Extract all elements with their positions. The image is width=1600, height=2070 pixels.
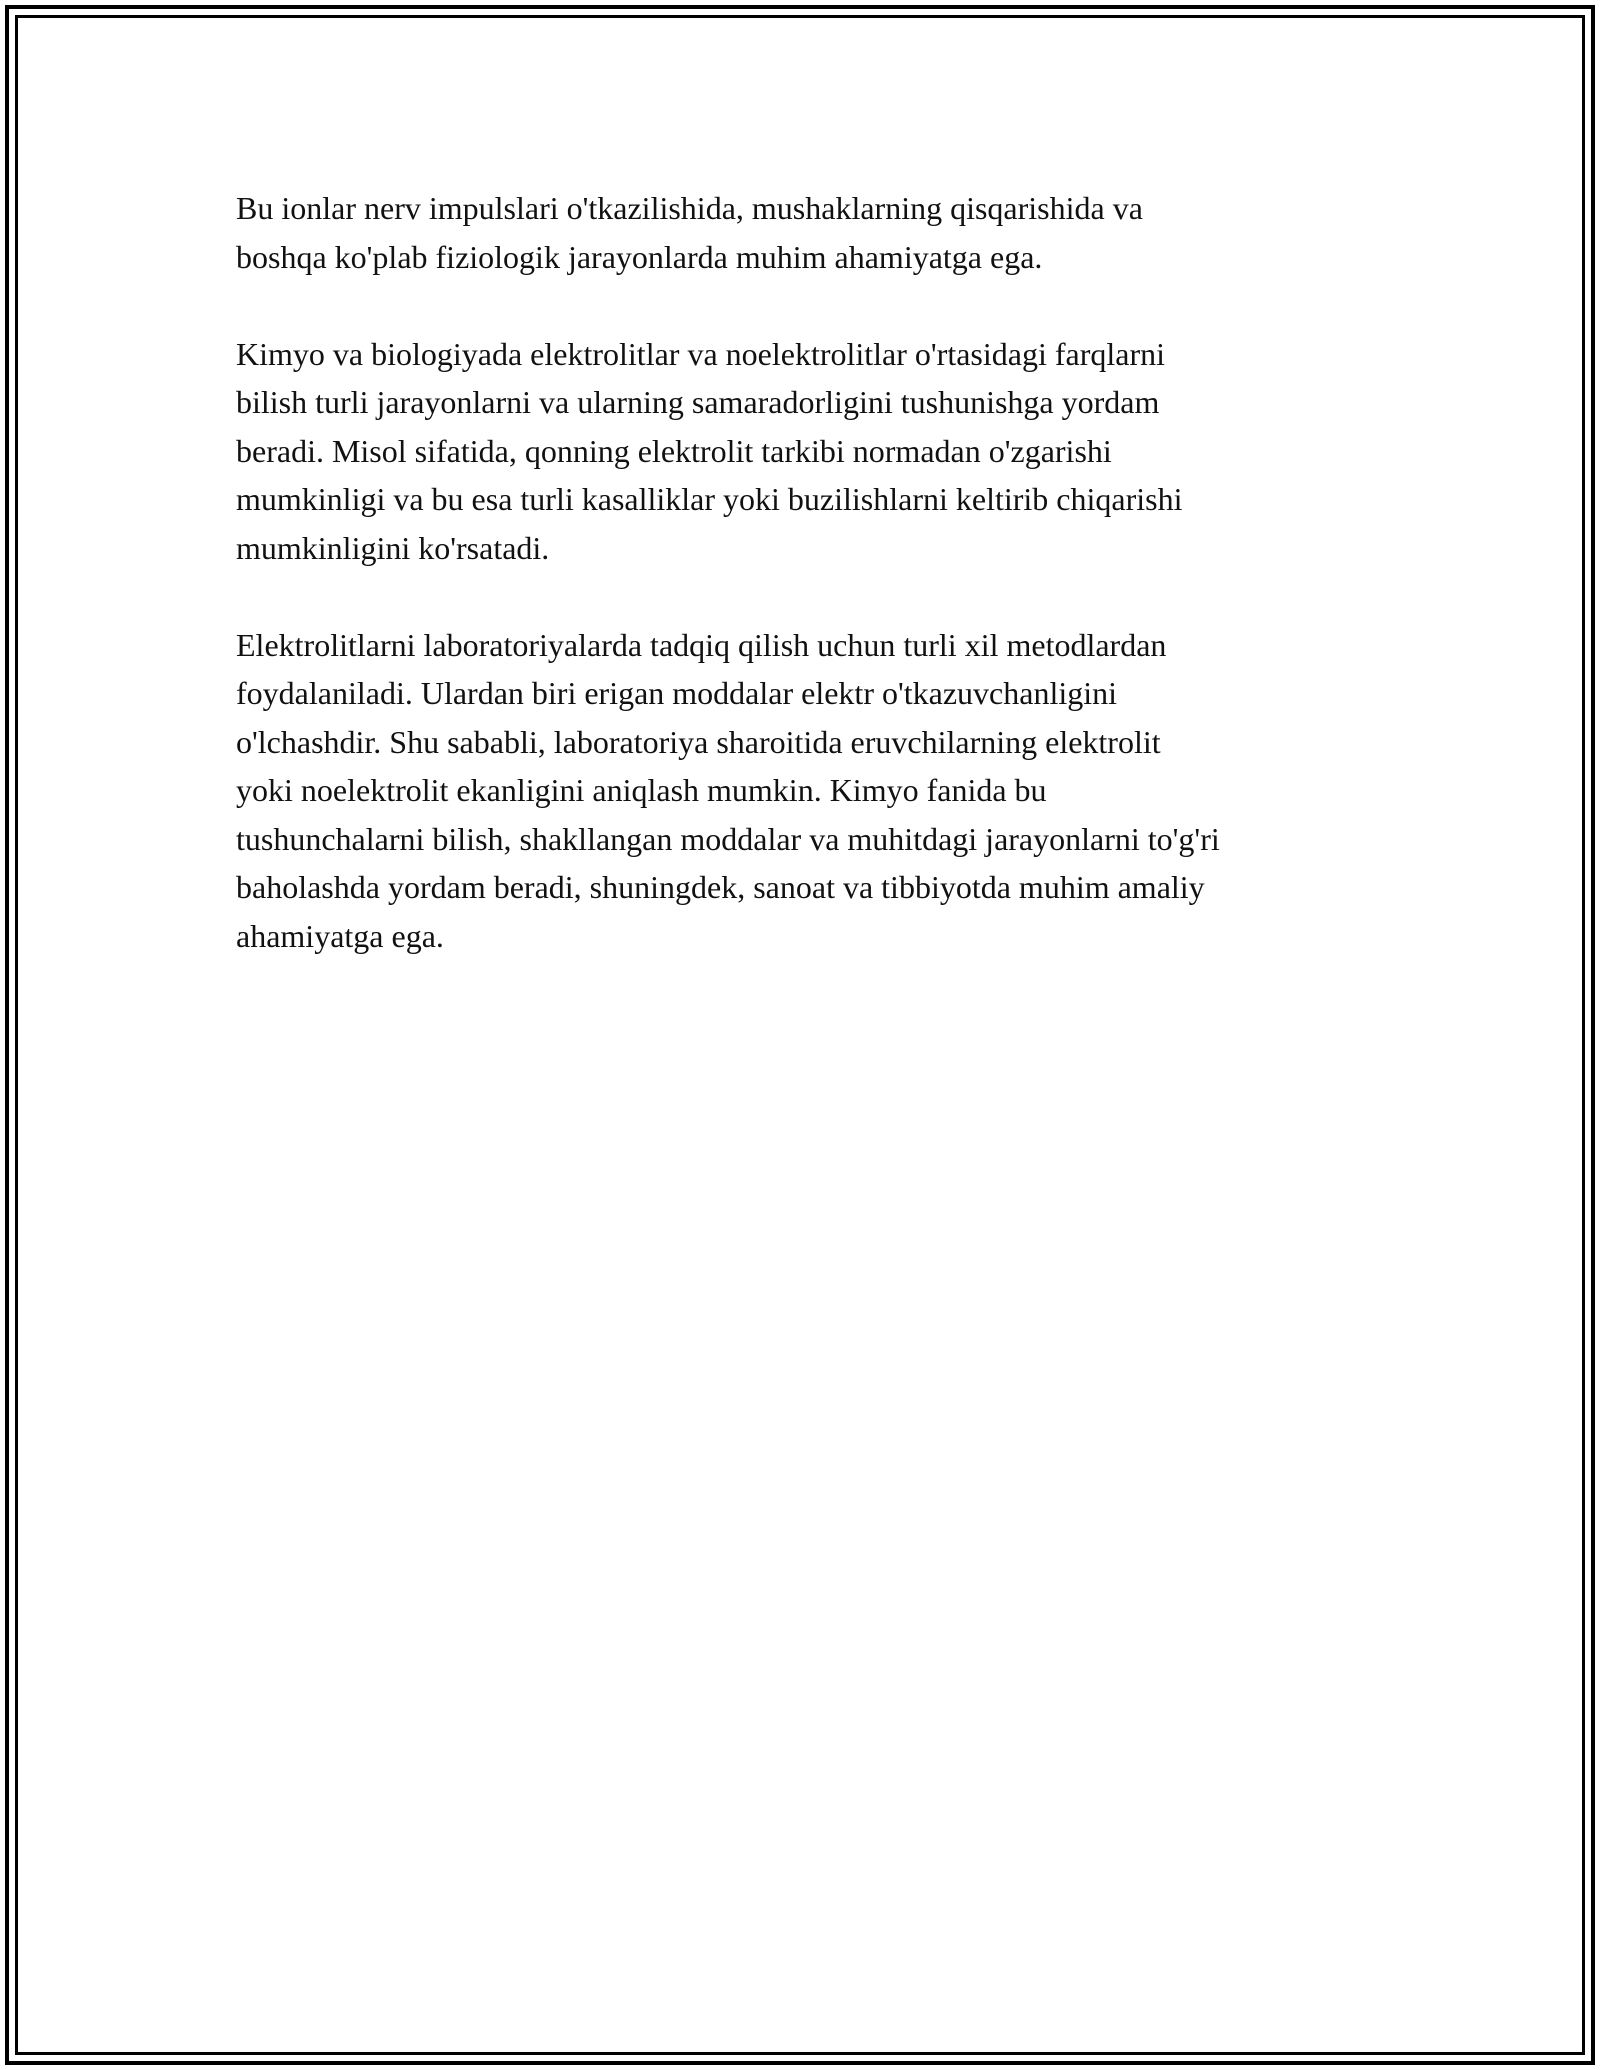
document-body — [236, 184, 1396, 1009]
paragraph-3: Elektrolitlarni laboratoriyalarda tadqiq qilish uchun turli xil metodlardan foydalaniladi. Ulardan biri erigan moddalar elektr o'tkazuvchanligini o'lchashdir. Shu sababli, laboratoriya sharoitida eruvchilarning elektrolit yoki noelektrolit ekanligini aniqlash mumkin. Kimyo fanida bu tushunchalarni bilish, shakllangan moddalar va muhitdagi jarayonlarni to'g'ri baholashda yordam beradi, shuningdek, sanoat va tibbiyotda muhim amaliy ahamiyatga ega. — [236, 626, 1220, 954]
paragraph-1: Bu ionlar nerv impulslari o'tkazilishida, mushaklarning qisqarishida va boshqa ko'plab fiziologik jarayonlarda muhim ahamiyatga ega. — [236, 190, 1143, 275]
paragraph-2: Kimyo va biologiyada elektrolitlar va noelektrolitlar o'rtasidagi farqlarni bilish turli jarayonlarni va ularning samaradorligini tushunishga yordam beradi. Misol sifatida, qonning elektrolit tarkibi normadan o'zgarishi mumkinligi va bu esa turli kasalliklar yoki buzilishlarni keltirib chiqarishi mumkinligini ko'rsatadi. — [236, 335, 1183, 566]
